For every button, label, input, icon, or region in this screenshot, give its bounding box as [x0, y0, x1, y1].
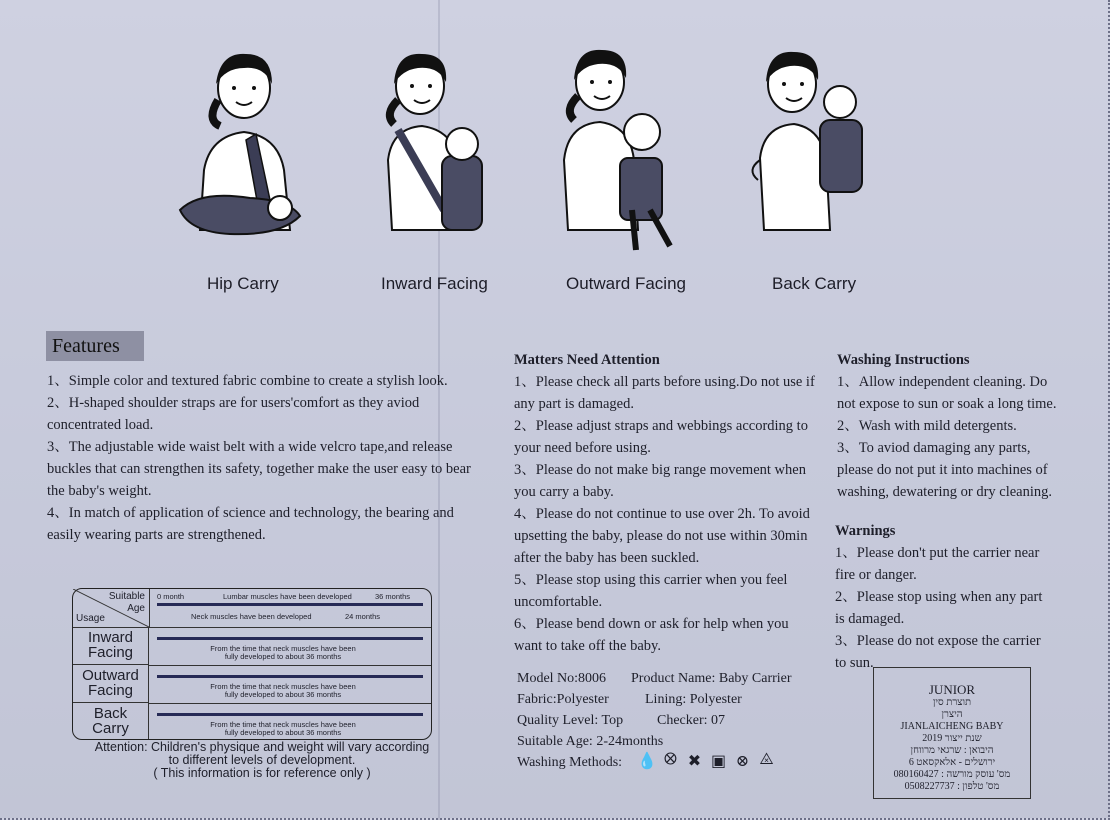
- no-bleach-icon: ✖: [687, 753, 702, 770]
- matters-heading: Matters Need Attention: [514, 352, 660, 368]
- matters-item: 2、Please adjust straps and webbings according to your need before using.: [514, 418, 808, 456]
- back-carry-note: From the time that neck muscles have been fully developed to about 36 months: [210, 720, 356, 737]
- matters-item: 5、Please stop using this carrier when you feel uncomfortable.: [514, 572, 788, 610]
- fabric: Fabric:Polyester: [517, 692, 609, 707]
- warnings-heading: Warnings: [835, 523, 896, 539]
- suitable-age: Suitable Age: 2-24months: [517, 734, 664, 749]
- checker: Checker: 07: [657, 713, 726, 728]
- matters-section: [514, 349, 820, 657]
- outward-facing-illustration: [550, 40, 720, 260]
- usage-label: Usage: [76, 613, 105, 624]
- wash-30-icon: ⭙: [664, 751, 677, 768]
- back-carry-label: Back Carry: [772, 274, 857, 293]
- matters-item: 6、Please bend down or ask for help when you want to take off the baby.: [514, 616, 789, 654]
- brand-name: JUNIOR: [928, 682, 976, 697]
- warnings-section: [835, 520, 1053, 674]
- washing-item: 3、To aviod damaging any parts, please do not put it into machines of washing, dewatering or dry cleaning.: [837, 440, 1053, 500]
- warning-item: 2、Please stop using when any part is damaged.: [835, 589, 1043, 627]
- hip-carry-illustration: [160, 40, 330, 260]
- matters-item: 4、Please do not continue to use over 2h. To avoid upsetting the baby, please do not use within 30min after the baby has been suckled.: [514, 506, 810, 566]
- washing-item: 1、Allow independent cleaning. Do not expose to sun or soak a long time.: [837, 374, 1057, 412]
- age-label: Age: [127, 603, 145, 614]
- matters-item: 1、Please check all parts before using.Do not use if any part is damaged.: [514, 374, 815, 412]
- washing-symbols: [637, 751, 776, 771]
- inward-facing-label: Inward Facing: [381, 274, 488, 293]
- model-number: Model No:8006: [517, 671, 607, 686]
- hand-wash-icon: 💧: [637, 753, 657, 770]
- outward-facing-label: Outward Facing: [566, 274, 686, 293]
- inward-facing-illustration: [358, 40, 528, 260]
- hip-carry-label: Hip Carry: [207, 274, 279, 293]
- feature-item: 2、H-shaped shoulder straps are for users'comfort as they aviod concentrated load.: [47, 395, 420, 433]
- lumbar-note: Lumbar muscles have been developed: [223, 592, 352, 601]
- inward-facing-note: From the time that neck muscles have been fully developed to about 36 months: [210, 644, 356, 661]
- manufacturer: JIANLAICHENG BABY: [900, 721, 1004, 732]
- inward-facing-row-label: Inward Facing: [73, 627, 149, 665]
- features-heading: Features: [46, 331, 144, 361]
- lumbar-bar: [157, 603, 423, 606]
- neck-note: Neck muscles have been developed: [191, 612, 312, 621]
- washing-section: [837, 349, 1063, 503]
- age-end-label: 36 months: [375, 592, 411, 601]
- warning-item: 3、Please do not expose the carrier to sun.: [835, 633, 1041, 671]
- back-carry-illustration: [740, 40, 910, 260]
- product-name: Product Name: Baby Carrier: [631, 671, 792, 686]
- no-iron-icon: ⨻: [759, 751, 774, 768]
- attention-note: Attention: Children's physique and weight will vary according to different levels of development. ( This information is for reference only ): [94, 740, 430, 780]
- outward-facing-row-label: Outward Facing: [73, 665, 149, 703]
- washing-item: 2、Wash with mild detergents.: [837, 418, 1017, 434]
- quality-level: Quality Level: Top: [517, 713, 624, 728]
- back-carry-row-label: Back Carry: [73, 703, 149, 739]
- no-dry-clean-icon: ⊗: [735, 753, 750, 770]
- features-list: [47, 370, 479, 546]
- washing-methods-label: Washing Methods:: [517, 755, 623, 770]
- outward-facing-note: From the time that neck muscles have been fully developed to about 36 months: [210, 682, 356, 699]
- suitable-label: Suitable: [108, 591, 145, 602]
- feature-item: 3、The adjustable wide waist belt with a wide velcro tape,and release buckles that can strengthen its safety, together make the user easy to bear the baby's weight.: [47, 439, 471, 499]
- outward-facing-bar: [157, 675, 423, 678]
- back-carry-bar: [157, 713, 423, 716]
- matters-item: 3、Please do not make big range movement when you carry a baby.: [514, 462, 806, 500]
- usage-table: [72, 588, 432, 740]
- neck-age-label: 24 months: [345, 612, 381, 621]
- warning-item: 1、Please don't put the carrier near fire or danger.: [835, 545, 1040, 583]
- usage-table-header: [73, 589, 150, 628]
- lining: Lining: Polyester: [645, 692, 742, 707]
- tumble-dry-icon: ▣: [710, 753, 727, 770]
- feature-item: 1、Simple color and textured fabric combine to create a stylish look.: [47, 373, 448, 389]
- washing-heading: Washing Instructions: [837, 352, 970, 368]
- feature-item: 4、In match of application of science and technology, the bearing and easily wearing parts are strengthened.: [47, 505, 454, 543]
- age-start-label: 0 month: [157, 592, 185, 601]
- importer-label: JUNIOR תוצרת סין היצרן JIANLAICHENG BABY 2019 שנת ייצור היבואן : שרגאי מרווחן 6 ירושלים - אלאקסאט 080160427 : מס' עוסק מורשה 0508227737 : מס' טלפון: [873, 667, 1031, 799]
- inward-facing-bar: [157, 637, 423, 640]
